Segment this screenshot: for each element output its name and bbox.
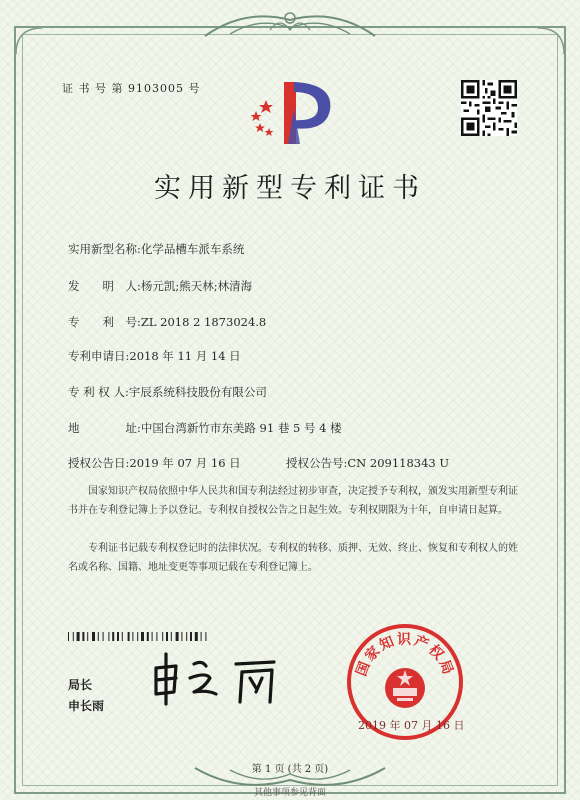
- patent-number-value: ZL 2018 2 1873024.8: [140, 315, 267, 329]
- corner-ornament-tr: [536, 26, 566, 56]
- patentee-label: 专 利 权 人:: [68, 385, 129, 399]
- grant-number-value: CN 209118343 U: [347, 456, 450, 470]
- seal-date: 2019 年 07 月 16 日: [358, 719, 465, 732]
- cnipa-logo-icon: [236, 78, 336, 146]
- corner-ornament-tl: [14, 26, 44, 56]
- qr-code-icon: [461, 80, 517, 136]
- director-name: 申长雨: [68, 699, 105, 713]
- body-paragraph-2: 专利证书记载专利权登记时的法律状况。专利权的转移、质押、无效、终止、恢复和专利权人的姓名或名称、国籍、地址变更等事项记载在专利登记簿上。: [68, 543, 518, 573]
- inventor-value: 杨元凯;熊天林;林清海: [140, 279, 253, 293]
- patent-number-row: [68, 314, 266, 330]
- decorative-border-inner: [22, 34, 558, 786]
- certificate-number: 证 书 号 第 9103005 号: [62, 82, 201, 95]
- grant-date-row: [68, 455, 241, 471]
- certificate-title: 实用新型专利证书: [154, 173, 426, 204]
- director-title: 局长: [68, 678, 93, 692]
- filing-date-row: [68, 348, 241, 364]
- inventor-row: [68, 278, 252, 294]
- svg-text:国家知识产权局: 国家知识产权局: [353, 632, 457, 679]
- utility-name-value: 化学品槽车派车系统: [140, 242, 245, 256]
- patent-number-label: 专 利 号:: [68, 315, 141, 329]
- filing-date-label: 专利申请日:: [68, 349, 130, 363]
- patentee-row: [68, 384, 267, 400]
- body-paragraph-1: 国家知识产权局依照中华人民共和国专利法经过初步审查，决定授予专利权，颁发实用新型专利证书并在专利登记簿上予以登记。专利权自授权公告之日起生效。专利权期限为十年，自申请日起算。: [68, 486, 518, 516]
- filing-date-value: 2018 年 11 月 14 日: [129, 349, 241, 363]
- inventor-label: 发 明 人:: [68, 279, 141, 293]
- director-signature: [150, 648, 290, 708]
- address-value: 中国台湾新竹市东美路 91 巷 5 号 4 楼: [140, 421, 342, 435]
- grant-date-label: 授权公告日:: [68, 456, 130, 470]
- utility-name-row: [68, 241, 244, 257]
- page-indicator: 第 1 页 (共 2 页): [251, 764, 329, 775]
- patentee-value: 宇辰系统科技股份有限公司: [128, 385, 267, 399]
- grant-number-row: [286, 455, 449, 471]
- top-ornament: [200, 6, 380, 40]
- grant-date-value: 2019 年 07 月 16 日: [129, 456, 241, 470]
- address-label: 地 址:: [68, 421, 141, 435]
- address-row: [68, 420, 342, 436]
- barcode-icon: [68, 632, 258, 641]
- footer-note: 其他事项参见背面: [253, 788, 326, 798]
- utility-name-label: 实用新型名称:: [68, 242, 141, 256]
- grant-number-label: 授权公告号:: [286, 456, 348, 470]
